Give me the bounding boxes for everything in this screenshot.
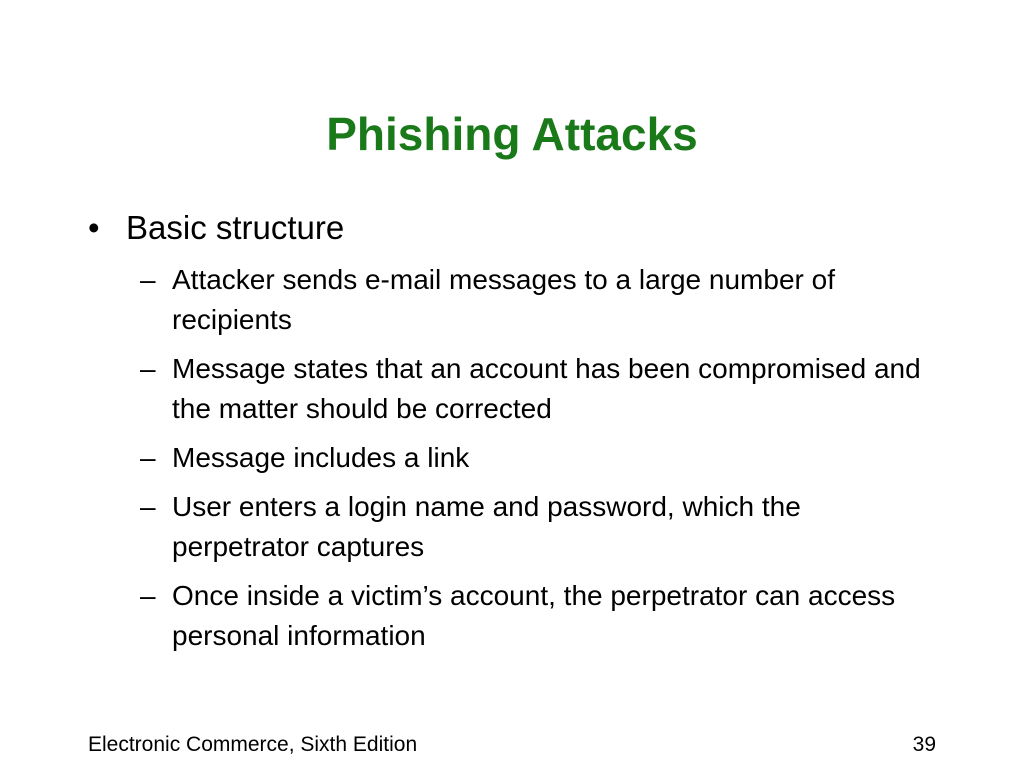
sub-bullet-marker: – bbox=[140, 353, 156, 384]
footer-page-number: 39 bbox=[912, 733, 936, 756]
bullet-marker: • bbox=[88, 209, 100, 246]
bullet-item bbox=[88, 206, 968, 250]
sub-bullet-text: Once inside a victim’s account, the perpetrator can access personal information bbox=[172, 580, 896, 651]
sub-bullet-text: Attacker sends e-mail messages to a large number of recipients bbox=[172, 264, 835, 335]
sub-bullet-item bbox=[88, 260, 872, 340]
sub-bullet-marker: – bbox=[140, 264, 156, 295]
sub-bullet-list bbox=[88, 260, 968, 656]
footer-book-title: Electronic Commerce, Sixth Edition bbox=[88, 733, 418, 756]
sub-bullet-item bbox=[88, 349, 932, 429]
sub-bullet-text: User enters a login name and password, which the perpetrator captures bbox=[172, 491, 801, 562]
sub-bullet-item bbox=[88, 576, 962, 656]
sub-bullet-item bbox=[88, 438, 872, 478]
sub-bullet-marker: – bbox=[140, 491, 156, 522]
bullet-text: Basic structure bbox=[126, 209, 345, 246]
sub-bullet-item bbox=[88, 487, 892, 567]
sub-bullet-marker: – bbox=[140, 580, 156, 611]
slide-title: Phishing Attacks bbox=[326, 108, 698, 160]
sub-bullet-text: Message states that an account has been compromised and the matter should be corrected bbox=[172, 353, 921, 424]
sub-bullet-text: Message includes a link bbox=[172, 442, 470, 473]
sub-bullet-marker: – bbox=[140, 442, 156, 473]
slide-content bbox=[88, 206, 968, 665]
